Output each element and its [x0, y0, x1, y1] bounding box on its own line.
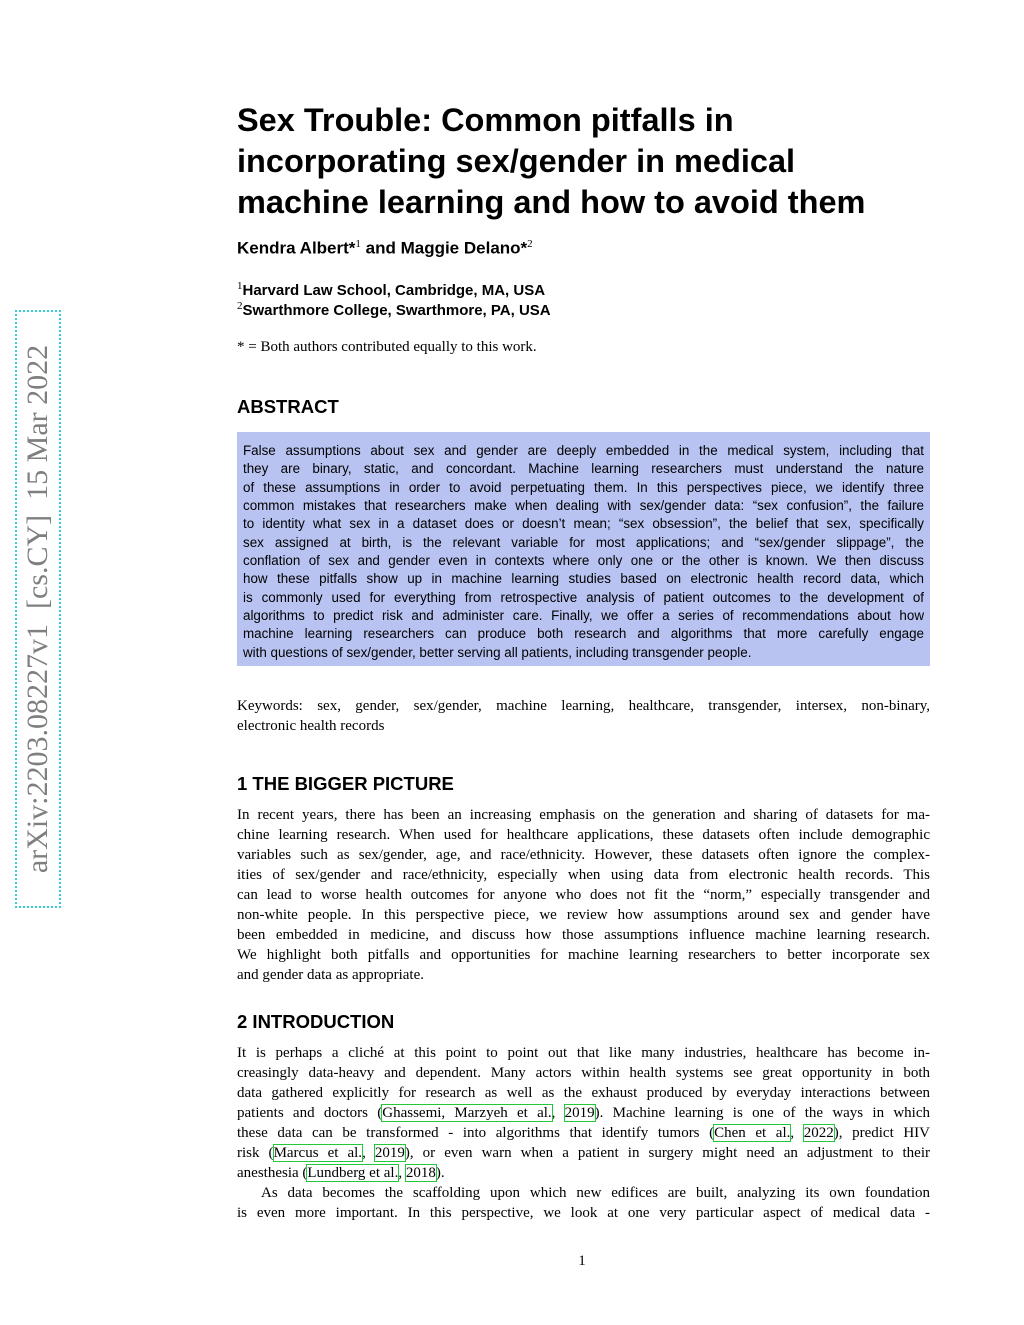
section-body-bigger-picture [237, 805, 930, 985]
text-run: , [790, 1125, 804, 1141]
paragraph-line: non-white people. In this perspective piece, we review how assumptions around sex and gender have [237, 907, 930, 923]
author-name: Kendra Albert* [237, 238, 356, 258]
author-list [237, 238, 533, 259]
paragraph-line: In recent years, there has been an increasing emphasis on the generation and sharing of datasets for ma- [237, 807, 930, 823]
arxiv-identifier[interactable]: arXiv:2203.08227v1 [cs.CY] 15 Mar 2022 [21, 344, 54, 874]
keywords-line: electronic health records [237, 718, 385, 734]
paragraph-line [237, 1123, 930, 1143]
affiliation-marker: 1 [237, 280, 243, 292]
abstract-line: common mistakes that researchers make when dealing with sex/gender data: “sex confusion”, the failure [243, 498, 924, 514]
affiliation-text: Harvard Law School, Cambridge, MA, USA [242, 282, 546, 299]
affiliation-marker: 2 [237, 300, 243, 312]
text-run: anesthesia ( [237, 1165, 308, 1181]
citation-link[interactable]: Marcus et al. [273, 1145, 363, 1161]
citation-link[interactable]: Ghassemi, Marzyeh et al. [382, 1105, 552, 1121]
affiliation-marker: 2 [527, 238, 533, 250]
paragraph-line: It is perhaps a cliché at this point to point out that like many industries, healthcare has become in- [237, 1045, 930, 1061]
abstract-line: conflation of sex and gender even in contexts where only one or the other is known. We then discuss [243, 553, 924, 569]
paragraph-line: ities of sex/gender and race/ethnicity, especially when using data from electronic health records. This [237, 867, 930, 883]
title-line: incorporating sex/gender in medical [237, 143, 796, 179]
abstract-line: algorithms to predict risk and administer care. Finally, we offer a series of recommendations about how [243, 608, 924, 624]
paragraph-line: data gathered explicitly for research as well as the exhaust produced by everyday interactions between [237, 1085, 930, 1101]
paragraph-line [237, 1163, 930, 1183]
affiliation [237, 280, 545, 299]
keywords-line: Keywords: sex, gender, sex/gender, machine learning, healthcare, transgender, intersex, non-binary, [237, 698, 930, 714]
section-body-introduction [237, 1043, 930, 1223]
citation-year-link[interactable]: 2019 [374, 1145, 405, 1161]
paper-title [237, 100, 937, 223]
author-conjunction: and [360, 238, 401, 258]
abstract-heading: ABSTRACT [237, 396, 339, 417]
affiliation [237, 300, 551, 319]
citation-year-link[interactable]: 2022 [803, 1125, 834, 1141]
affiliation-marker: 1 [355, 238, 361, 250]
text-run: ), or even warn when a patient in surgery might need an adjustment to their [404, 1145, 930, 1161]
text-run: these data can be transformed - into algorithms that identify tumors ( [237, 1125, 715, 1141]
paragraph-line: been embedded in medicine, and discuss how those assumptions influence machine learning research. [237, 927, 930, 943]
text-run: ). Machine learning is one of the ways in which [594, 1105, 930, 1121]
paragraph-line: chine learning research. When used for healthcare applications, these datasets often include demographic [237, 827, 930, 843]
abstract-line: to identity what sex in a dataset does or doesn’t mean; “sex obsession”, the belief that sex, specifically [243, 516, 924, 532]
paragraph-line [237, 1103, 930, 1123]
page-number: 1 [578, 1253, 586, 1269]
text-run: risk ( [237, 1145, 274, 1161]
abstract-box [237, 432, 930, 666]
citation-year-link[interactable]: 2018 [405, 1165, 436, 1181]
affiliation-text: Swarthmore College, Swarthmore, PA, USA [242, 302, 551, 319]
paragraph-line: can lead to worse health outcomes for anyone who does not fit the “norm,” especially transgender and [237, 887, 930, 903]
equal-contribution-note: * = Both authors contributed equally to this work. [237, 339, 537, 355]
abstract-line: of these assumptions in order to avoid perpetuating them. In this perspectives piece, we identify three [243, 479, 924, 495]
paragraph-line: creasingly data-heavy and dependent. Many actors within health systems see great opportunity in both [237, 1065, 930, 1081]
paragraph-line: is even more important. In this perspective, we look at one very particular aspect of medical data - [237, 1205, 930, 1221]
citation-link[interactable]: Chen et al. [714, 1125, 791, 1141]
text-run: , [362, 1145, 375, 1161]
paragraph-line: As data becomes the scaffolding upon which new edifices are built, analyzing its own foundation [261, 1185, 930, 1201]
paragraph-line: We highlight both pitfalls and opportunities for machine learning researchers to better incorporate sex [237, 947, 930, 963]
abstract-line: they are binary, static, and concordant. Machine learning researchers must understand the nature [243, 461, 924, 477]
abstract-line: machine learning researchers can produce both research and algorithms that more carefully engage [243, 626, 924, 642]
abstract-line: is commonly used for everything from retrospective analysis of patient outcomes to the development of [243, 589, 924, 605]
section-heading-introduction: 2 INTRODUCTION [237, 1011, 395, 1032]
title-line: Sex Trouble: Common pitfalls in [237, 102, 734, 138]
abstract-line: with questions of sex/gender, better serving all patients, including transgender people. [243, 644, 752, 660]
citation-year-link[interactable]: 2019 [564, 1105, 595, 1121]
citation-link[interactable]: Lundberg et al. [307, 1165, 399, 1181]
author-name: Maggie Delano* [400, 238, 528, 258]
section-heading-bigger-picture: 1 THE BIGGER PICTURE [237, 773, 454, 794]
text-run: ), predict HIV [833, 1125, 930, 1141]
keywords [237, 696, 930, 736]
text-run: , [398, 1165, 406, 1181]
paragraph-line: and gender data as appropriate. [237, 967, 424, 983]
text-run: patients and doctors ( [237, 1105, 383, 1121]
text-run: ). [435, 1165, 445, 1181]
title-line: machine learning and how to avoid them [237, 184, 866, 220]
text-run: , [551, 1105, 565, 1121]
abstract-line: False assumptions about sex and gender are deeply embedded in the medical system, including that [243, 443, 924, 458]
paragraph-line [237, 1143, 930, 1163]
abstract-line: sex assigned at birth, is the relevant variable for most applications; and “sex/gender slippage”, the [243, 534, 924, 550]
abstract-line: how these pitfalls show up in machine learning studies based on electronic health record data, which [243, 571, 924, 587]
paragraph-line: variables such as sex/gender, age, and race/ethnicity. However, these datasets often ignore the complex- [237, 847, 930, 863]
